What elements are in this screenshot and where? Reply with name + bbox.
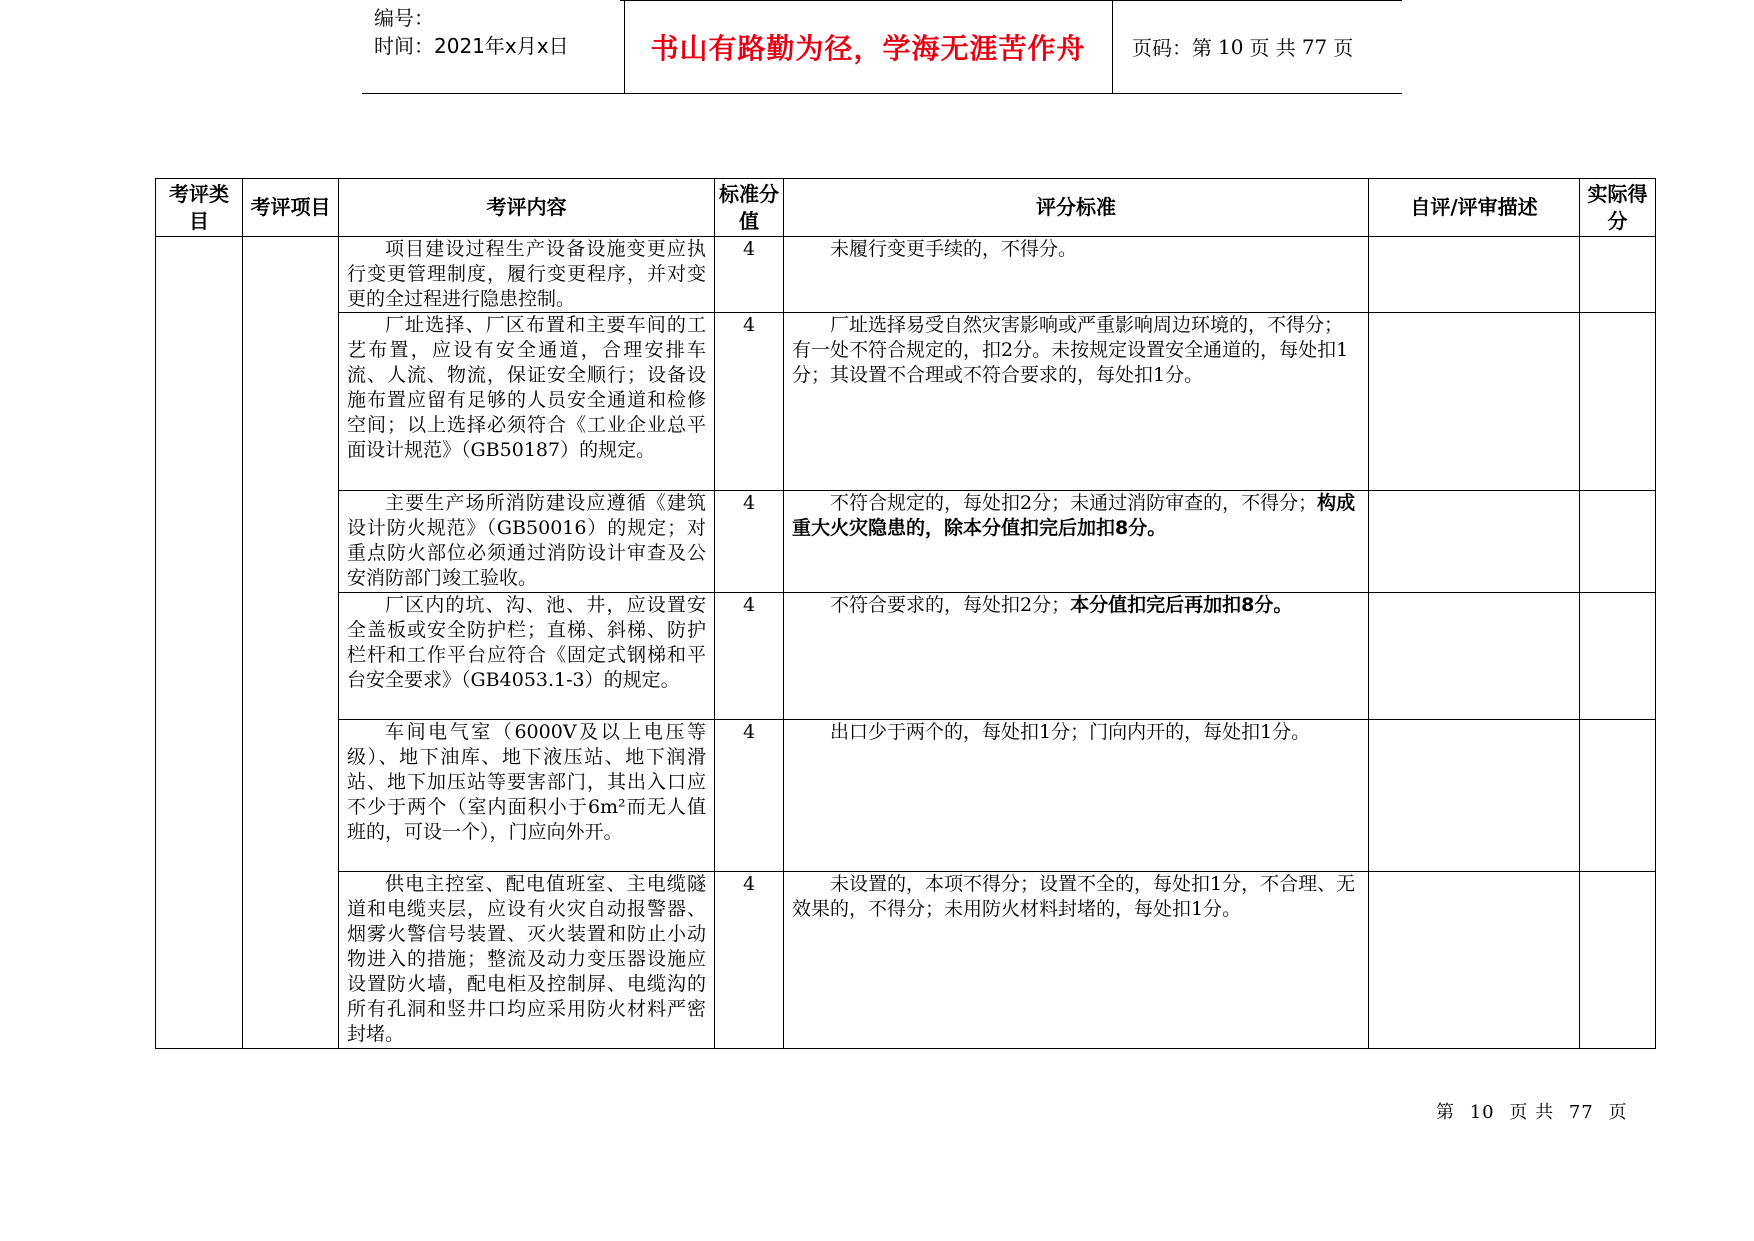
header-category: 考评类目 xyxy=(156,179,243,237)
header-page-mid: 页 共 xyxy=(1249,36,1296,60)
header-standard-score: 标准分值 xyxy=(715,179,784,237)
criteria-text: 未设置的，本项不得分；设置不全的，每处扣1分，不合理、无效果的，不得分；未用防火材料封堵的，每处扣1分。 xyxy=(792,873,1356,920)
criteria-text: 厂址选择易受自然灾害影响或严重影响周边环境的，不得分；有一处不符合规定的，扣2分。未按规定设置安全通道的，每处扣1分；其设置不合理或不符合要求的，每处扣1分。 xyxy=(792,314,1349,386)
criteria-bold-text: 构成重大火灾隐患的，除本分值扣完后加扣8分。 xyxy=(792,492,1356,539)
document-number-label: 编号： xyxy=(374,6,434,30)
header-divider-right xyxy=(1112,0,1113,93)
item-cell xyxy=(243,237,339,1049)
standard-score-cell: 4 xyxy=(715,720,784,872)
actual-score-cell[interactable] xyxy=(1580,593,1656,720)
page-header xyxy=(362,0,1402,94)
header-page-current: 10 xyxy=(1218,34,1244,59)
standard-score-cell: 4 xyxy=(715,237,784,313)
header-self-eval: 自评/评审描述 xyxy=(1369,179,1580,237)
self-eval-cell[interactable] xyxy=(1369,313,1580,491)
header-page-end: 页 xyxy=(1333,36,1354,60)
standard-score-cell: 4 xyxy=(715,313,784,491)
criteria-cell xyxy=(784,491,1369,593)
actual-score-cell[interactable] xyxy=(1580,872,1656,1049)
content-cell: 车间电气室（6000V及以上电压等级）、地下油库、地下液压站、地下润滑站、地下加压站等要害部门，其出入口应不少于两个（室内面积小于6m²而无人值班的，可设一个），门应向外开。 xyxy=(339,720,715,872)
table-row xyxy=(156,491,1656,593)
criteria-cell xyxy=(784,237,1369,313)
criteria-text: 出口少于两个的，每处扣1分；门向内开的，每处扣1分。 xyxy=(830,721,1311,743)
actual-score-cell[interactable] xyxy=(1580,491,1656,593)
table-header-row xyxy=(156,179,1656,237)
header-content: 考评内容 xyxy=(339,179,715,237)
content-cell: 主要生产场所消防建设应遵循《建筑设计防火规范》（GB50016）的规定；对重点防火部位必须通过消防设计审查及公安消防部门竣工验收。 xyxy=(339,491,715,593)
header-actual-score: 实际得分 xyxy=(1580,179,1656,237)
document-date: 时间：2021年x月x日 xyxy=(374,34,569,58)
header-criteria: 评分标准 xyxy=(784,179,1369,237)
footer-prefix: 第 xyxy=(1436,1102,1455,1123)
self-eval-cell[interactable] xyxy=(1369,872,1580,1049)
criteria-cell xyxy=(784,593,1369,720)
footer-suffix: 页 xyxy=(1608,1102,1628,1123)
standard-score-cell: 4 xyxy=(715,491,784,593)
footer-mid: 页 共 xyxy=(1509,1102,1555,1123)
header-divider-left xyxy=(624,0,625,93)
criteria-cell xyxy=(784,720,1369,872)
criteria-text: 不符合规定的，每处扣2分；未通过消防审查的，不得分； xyxy=(830,492,1318,514)
actual-score-cell[interactable] xyxy=(1580,720,1656,872)
table-row xyxy=(156,872,1656,1049)
footer-page-total: 77 xyxy=(1568,1102,1594,1123)
table-row xyxy=(156,237,1656,313)
self-eval-cell[interactable] xyxy=(1369,593,1580,720)
footer-page-current: 10 xyxy=(1469,1102,1495,1123)
content-cell: 供电主控室、配电值班室、主电缆隧道和电缆夹层，应设有火灾自动报警器、烟雾火警信号装置、灭火装置和防止小动物进入的措施；整流及动力变压器设施应设置防火墙，配电柜及控制屏、电缆沟的所有孔洞和竖井口均应采用防火材料严密封堵。 xyxy=(339,872,715,1049)
header-item: 考评项目 xyxy=(243,179,339,237)
header-page-number xyxy=(1132,0,1359,93)
header-meta xyxy=(374,4,624,60)
criteria-text: 未履行变更手续的，不得分。 xyxy=(830,238,1078,260)
header-page-total: 77 xyxy=(1301,34,1328,59)
criteria-text: 不符合要求的，每处扣2分； xyxy=(830,594,1071,616)
table-row xyxy=(156,720,1656,872)
content-cell: 项目建设过程生产设备设施变更应执行变更管理制度，履行变更程序，并对变更的全过程进行隐患控制。 xyxy=(339,237,715,313)
criteria-bold-text: 本分值扣完后再加扣8分。 xyxy=(1070,594,1293,616)
criteria-cell xyxy=(784,872,1369,1049)
standard-score-cell: 4 xyxy=(715,593,784,720)
self-eval-cell[interactable] xyxy=(1369,491,1580,593)
page-footer xyxy=(1436,1098,1635,1124)
self-eval-cell[interactable] xyxy=(1369,720,1580,872)
table-row xyxy=(156,313,1656,491)
table-row xyxy=(156,593,1656,720)
header-motto: 书山有路勤为径，学海无涯苦作舟 xyxy=(650,31,1086,65)
content-cell: 厂区内的坑、沟、池、井，应设置安全盖板或安全防护栏；直梯、斜梯、防护栏杆和工作平台应符合《固定式钢梯和平台安全要求》（GB4053.1-3）的规定。 xyxy=(339,593,715,720)
content-cell: 厂址选择、厂区布置和主要车间的工艺布置，应设有安全通道，合理安排车流、人流、物流，保证安全顺行；设备设施布置应留有足够的人员安全通道和检修空间；以上选择必须符合《工业企业总平面设计规范》（GB50187）的规定。 xyxy=(339,313,715,491)
criteria-cell xyxy=(784,313,1369,491)
header-page-label: 页码：第 xyxy=(1132,36,1212,60)
assessment-table xyxy=(155,178,1656,1049)
standard-score-cell: 4 xyxy=(715,872,784,1049)
actual-score-cell[interactable] xyxy=(1580,313,1656,491)
category-cell xyxy=(156,237,243,1049)
self-eval-cell[interactable] xyxy=(1369,237,1580,313)
actual-score-cell[interactable] xyxy=(1580,237,1656,313)
